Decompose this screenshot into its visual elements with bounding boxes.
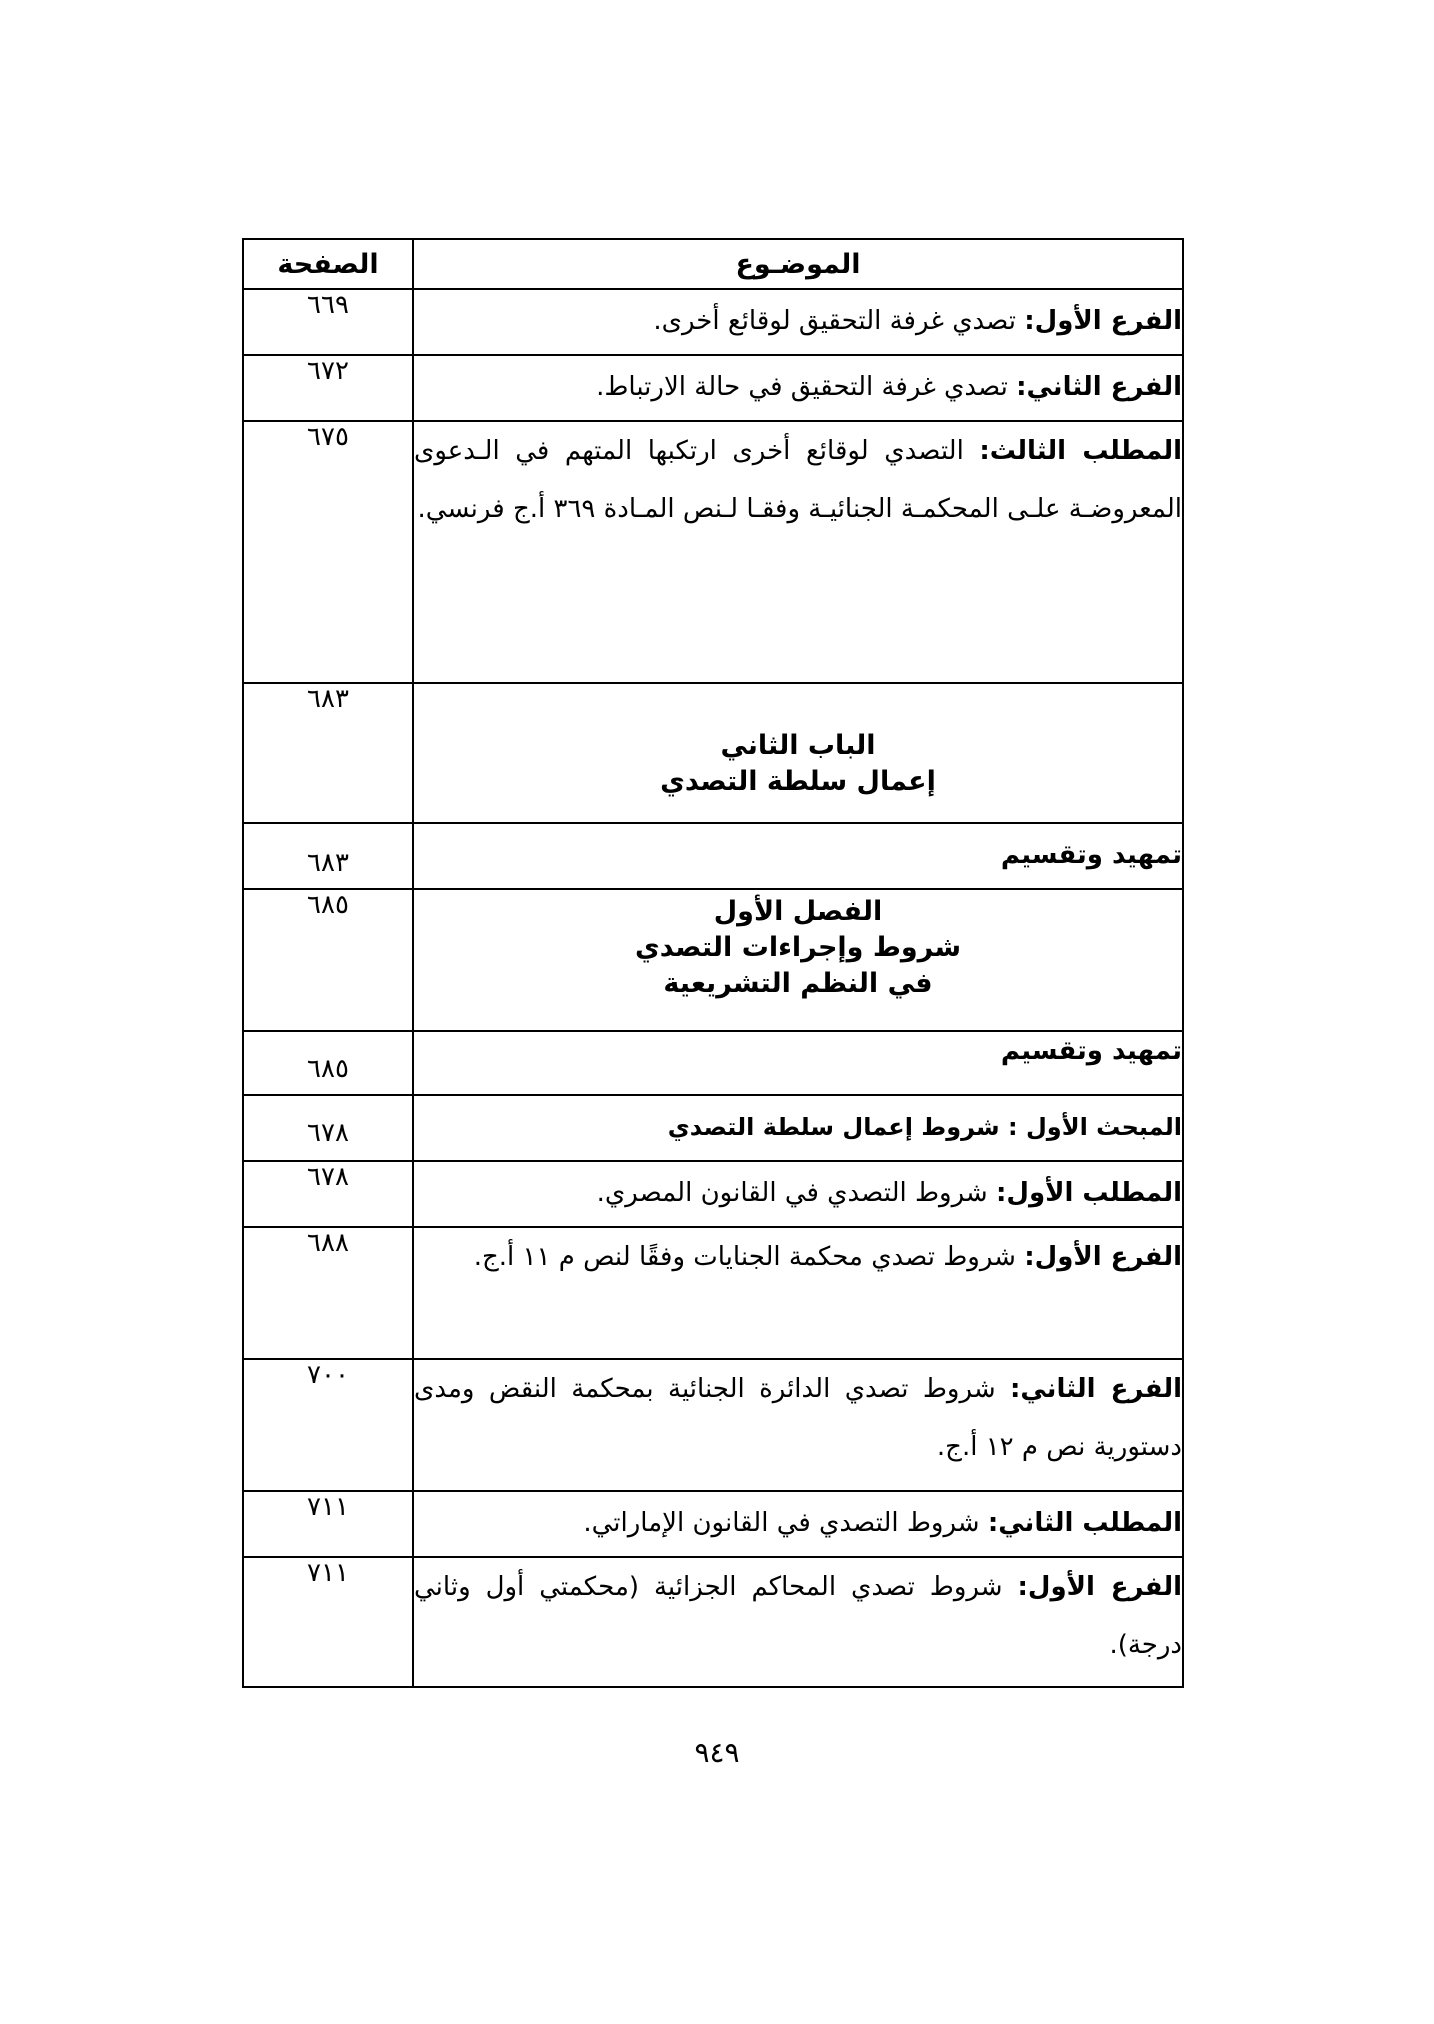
- page-cell: ٦٧٢: [243, 355, 413, 421]
- table-row: [243, 1491, 1183, 1557]
- topic-cell: [413, 1095, 1183, 1161]
- part-subtitle: إعمال سلطة التصدي: [660, 766, 936, 797]
- page-cell: ٧١١: [243, 1491, 413, 1557]
- table-row: [243, 289, 1183, 355]
- page-number: ٩٤٩: [694, 1736, 740, 1769]
- topic-label: الفرع الثاني:: [1009, 1374, 1182, 1404]
- topic-cell: تمهيد وتقسيم: [413, 1031, 1183, 1095]
- topic-text: تصدي غرفة التحقيق في حالة الارتباط.: [596, 372, 1017, 402]
- topic-cell: [413, 1491, 1183, 1557]
- topic-label: الفرع الأول:: [1024, 306, 1182, 336]
- page-cell: ٦٧٥: [243, 421, 413, 683]
- topic-text: شروط تصدي الدائرة الجنائية بمحكمة النقض ومدى دستورية نص م ١٢ أ.ج.: [414, 1374, 1182, 1462]
- page-cell: ٦٨٨: [243, 1227, 413, 1359]
- page-cell: ٦٧٨: [243, 1095, 413, 1161]
- table-row: [243, 1557, 1183, 1687]
- topic-text: شروط إعمال سلطة التصدي: [667, 1113, 1009, 1141]
- page-cell: ٦٨٣: [243, 683, 413, 823]
- table-row: [243, 1031, 1183, 1095]
- topic-text: التصدي لوقائع أخرى ارتكبها المتهم في الـدعوى المعروضـة علـى المحكمـة الجنائيـة وفقـا لـنص المـادة ٣٦٩ أ.ج فرنسي.: [414, 436, 1182, 524]
- topic-cell: [413, 1227, 1183, 1359]
- table-row: [243, 1161, 1183, 1227]
- topic-text: شروط التصدي في القانون المصري.: [596, 1178, 996, 1208]
- topic-cell: [413, 1161, 1183, 1227]
- topic-cell: تمهيد وتقسيم: [413, 823, 1183, 889]
- topic-text: شروط التصدي في القانون الإماراتي.: [583, 1508, 988, 1538]
- chapter-subtitle: شروط وإجراءات التصدي: [634, 932, 962, 963]
- page-cell: ٦٨٥: [243, 1031, 413, 1095]
- page-cell: ٦٦٩: [243, 289, 413, 355]
- topic-header: الموضـوع: [413, 239, 1183, 289]
- topic-cell: [413, 1557, 1183, 1687]
- page-header: الصفحة: [243, 239, 413, 289]
- table-row: [243, 1227, 1183, 1359]
- page-cell: ٦٧٨: [243, 1161, 413, 1227]
- table-row: [243, 1095, 1183, 1161]
- topic-cell: [413, 1359, 1183, 1491]
- toc-table: [242, 238, 1184, 1688]
- table-row: [243, 823, 1183, 889]
- page-cell: ٦٨٥: [243, 889, 413, 1031]
- page-cell: ٧١١: [243, 1557, 413, 1687]
- topic-cell: [413, 355, 1183, 421]
- topic-label: الفرع الأول:: [1017, 1572, 1183, 1602]
- topic-cell: [413, 683, 1183, 823]
- topic-text: تصدي غرفة التحقيق لوقائع أخرى.: [653, 306, 1025, 336]
- topic-label: الفرع الأول:: [1024, 1242, 1182, 1272]
- table-row: [243, 355, 1183, 421]
- topic-label: المطلب الأول:: [995, 1178, 1182, 1208]
- topic-cell: [413, 889, 1183, 1031]
- chapter-subtitle-2: في النظم التشريعية: [663, 968, 933, 999]
- part-title: الباب الثاني: [720, 730, 876, 761]
- table-row: [243, 421, 1183, 683]
- topic-cell: [413, 421, 1183, 683]
- table-row: [243, 683, 1183, 823]
- page-cell: ٧٠٠: [243, 1359, 413, 1491]
- topic-label: الفرع الثاني:: [1016, 372, 1182, 402]
- topic-label: المطلب الثالث:: [979, 436, 1182, 466]
- toc-header-row: [243, 239, 1183, 289]
- page-cell: ٦٨٣: [243, 823, 413, 889]
- topic-label: المبحث الأول :: [1008, 1113, 1182, 1141]
- topic-label: المطلب الثاني:: [987, 1508, 1182, 1538]
- chapter-title: الفصل الأول: [713, 896, 883, 927]
- topic-text: شروط تصدي محكمة الجنايات وفقًا لنص م ١١ أ.ج.: [473, 1242, 1025, 1272]
- table-row: [243, 1359, 1183, 1491]
- topic-cell: [413, 289, 1183, 355]
- table-row: [243, 889, 1183, 1031]
- topic-text: شروط تصدي المحاكم الجزائية (محكمتي أول وثاني درجة).: [414, 1572, 1182, 1660]
